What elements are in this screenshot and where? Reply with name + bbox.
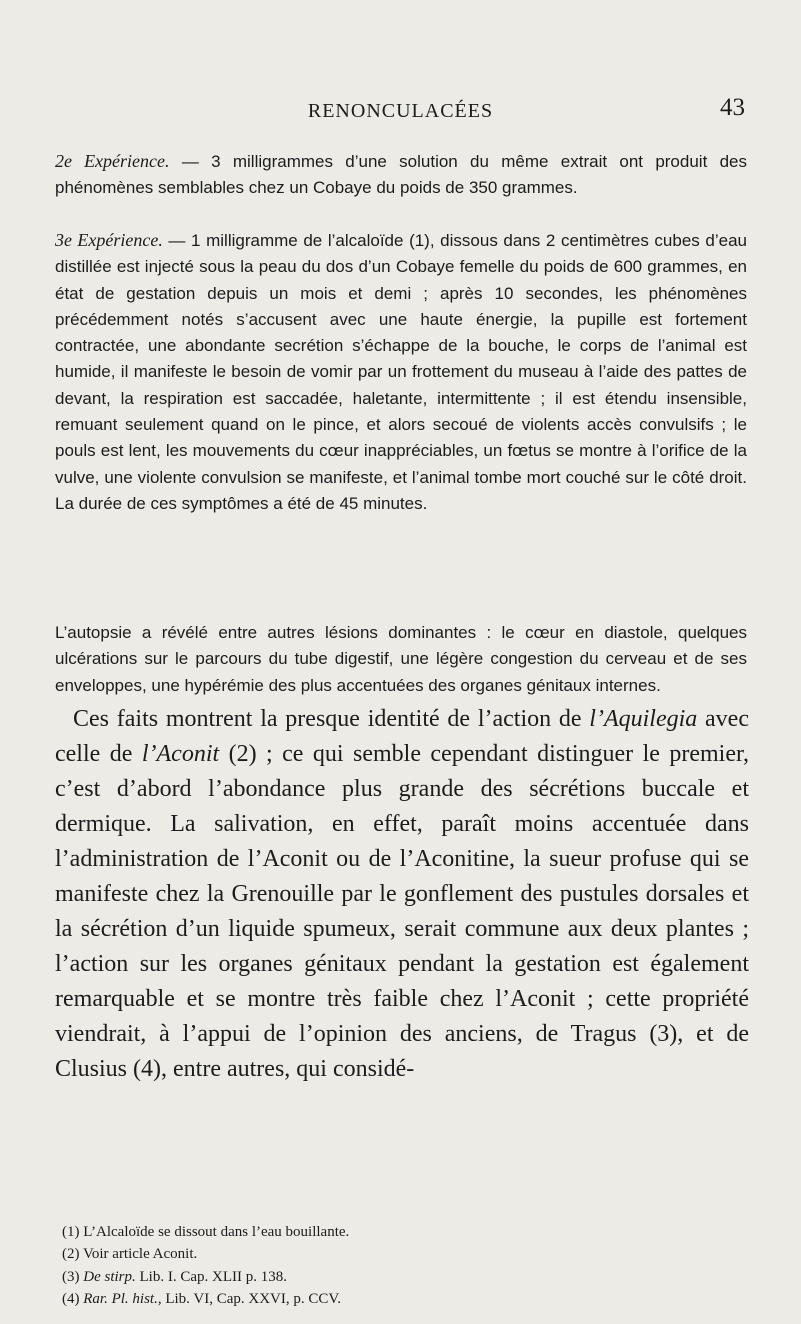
- paragraph-experience-3: [55, 227, 747, 517]
- main-text-part3: (2) ; ce qui semble cependant distinguer le premier, c’est d’abord l’abondance plus grande des sécrétions buccale et dermique. La salivation, en effet, paraît moins accentuée dans l’administration de l’Aconit ou de l’Aconitine, la sueur profuse qui se manifeste chez la Grenouille par le gonflement des pustules dorsales et la sécrétion d’un liquide spumeux, serait commune aux deux plantes ; l’action sur les organes génitaux pendant la gestation est également remarquable et se montre très faible chez l’Aconit ; cette propriété viendrait, à l’appui de l’opinion des anciens, de Tragus (3), et de Clusius (4), entre autres, qui considé-: [55, 741, 750, 1082]
- footnote-3-number: (3): [62, 1268, 84, 1285]
- footnote-3-title: De stirp.: [83, 1268, 136, 1285]
- main-text-aconit: l’Aconit: [141, 741, 220, 767]
- autopsy-text: L’autopsie a révélé entre autres lésions dominantes : le cœur en diastole, quelques ulcérations sur le parcours du tube digestif, une légère congestion du cerveau et de ses enveloppes, une hypérémie des plus accentuées des organes génitaux internes.: [55, 623, 747, 695]
- running-title: RENONCULACÉES: [307, 100, 494, 122]
- footnote-4-number: (4): [62, 1290, 84, 1307]
- paragraph-experience-2: [55, 148, 747, 202]
- footnote-4: [62, 1288, 742, 1310]
- running-head: [0, 94, 801, 124]
- paragraph-autopsy: [55, 620, 747, 699]
- experience-3-text: — 1 milligramme de l’alcaloïde (1), dissous dans 2 centimètres cubes d’eau distillée est injecté sous la peau du dos d’un Cobaye femelle du poids de 600 grammes, en état de gestation depuis un mois et demi ; après 10 secondes, les phénomènes précédemment notés s’accusent avec une haute énergie, la pupille est fortement contractée, une abondante secrétion s’échappe de la bouche, le corps de l’animal est humide, il manifeste le besoin de vomir par un frottement du museau à l’aide des pattes de devant, la respiration est saccadée, haletante, intermittente ; il est étendu insensible, remuant seulement quand on le pince, et alors secoué de violents accès convulsifs ; le pouls est lent, les mouvements du cœur inappréciables, un fœtus se montre à l’orifice de la vulve, une violente convulsion se manifeste, et l’animal tombe mort couché sur le côté droit. La durée de ces symptômes a été de 45 minutes.: [55, 231, 748, 513]
- page-number: 43: [720, 94, 745, 121]
- footnote-1: (1) L’Alcaloïde se dissout dans l’eau bouillante.: [62, 1224, 350, 1240]
- main-text-part2: avec celle de: [55, 706, 749, 767]
- footnote-2: (2) Voir article Aconit.: [62, 1246, 198, 1263]
- main-text-part1: Ces faits montrent la presque identité de l’action de: [73, 706, 590, 732]
- footnote-4-reference: Lib. VI, Cap. XXVI, p. CCV.: [161, 1290, 342, 1307]
- main-paragraph: [55, 702, 749, 1087]
- main-text-aquilegia: l’Aquilegia: [589, 706, 698, 732]
- footnotes: [62, 1221, 742, 1310]
- experience-2-text: — 3 milligrammes d’une solution du même extrait ont produit des phénomènes semblables chez un Cobaye du poids de 350 grammes.: [55, 152, 748, 198]
- experience-3-label: 3e Expérience.: [55, 230, 163, 250]
- footnote-3: [62, 1266, 742, 1288]
- footnote-3-reference: Lib. I. Cap. XLII p. 138.: [135, 1268, 287, 1285]
- experience-2-label: 2e Expérience.: [55, 151, 170, 171]
- footnote-4-title: Rar. Pl. hist.,: [83, 1290, 162, 1307]
